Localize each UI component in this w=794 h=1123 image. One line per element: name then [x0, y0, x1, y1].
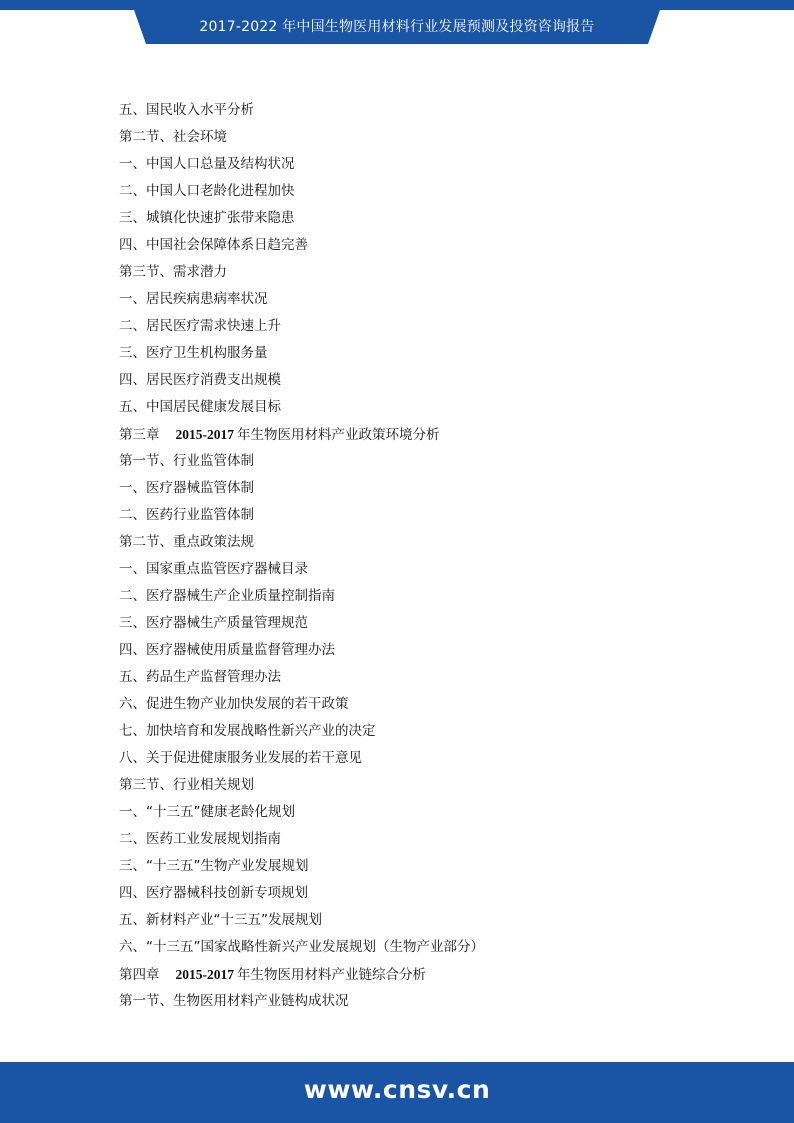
toc-entry[interactable]: 第二节、社会环境 [119, 129, 227, 145]
toc-entry[interactable]: 一、“十三五”健康老龄化规划 [119, 804, 295, 820]
toc-entry[interactable]: 四、居民医疗消费支出规模 [119, 372, 281, 388]
chapter-year-range: 2015-2017 [175, 427, 234, 442]
toc-entry[interactable]: 六、“十三五”国家战略性新兴产业发展规划（生物产业部分） [119, 939, 484, 955]
toc-entry[interactable]: 二、居民医疗需求快速上升 [119, 318, 281, 334]
table-of-contents [119, 97, 719, 1015]
toc-entry[interactable]: 三、医疗卫生机构服务量 [119, 345, 268, 361]
toc-entry[interactable]: 二、中国人口老龄化进程加快 [119, 183, 295, 199]
toc-entry[interactable]: 三、医疗器械生产质量管理规范 [119, 615, 308, 631]
toc-entry[interactable]: 六、促进生物产业加快发展的若干政策 [119, 696, 349, 712]
toc-entry[interactable]: 五、中国居民健康发展目标 [119, 399, 281, 415]
toc-entry[interactable]: 五、药品生产监督管理办法 [119, 669, 281, 685]
toc-entry[interactable] [119, 421, 719, 448]
toc-entry[interactable]: 五、新材料产业“十三五”发展规划 [119, 912, 322, 928]
toc-entry[interactable]: 五、国民收入水平分析 [119, 102, 254, 118]
report-title: 2017-2022 年中国生物医用材料行业发展预测及投资咨询报告 [199, 19, 595, 35]
toc-entry[interactable]: 第一节、生物医用材料产业链构成状况 [119, 993, 349, 1009]
toc-entry[interactable]: 二、医疗器械生产企业质量控制指南 [119, 588, 335, 604]
toc-entry[interactable]: 七、加快培育和发展战略性新兴产业的决定 [119, 723, 376, 739]
toc-entry[interactable]: 四、中国社会保障体系日趋完善 [119, 237, 308, 253]
header-banner [0, 0, 794, 44]
chapter-number: 第三章 [119, 427, 160, 443]
footer-banner [0, 1062, 794, 1123]
toc-entry[interactable]: 四、医疗器械使用质量监督管理办法 [119, 642, 335, 658]
chapter-year-range: 2015-2017 [175, 967, 234, 982]
toc-entry[interactable]: 一、中国人口总量及结构状况 [119, 156, 295, 172]
chapter-number: 第四章 [119, 967, 160, 983]
chapter-title: 年生物医用材料产业链综合分析 [237, 967, 426, 983]
toc-entry[interactable]: 三、“十三五”生物产业发展规划 [119, 858, 309, 874]
footer-website-url[interactable]: www.cnsv.cn [303, 1075, 491, 1104]
toc-entry[interactable]: 第三节、行业相关规划 [119, 777, 254, 793]
toc-entry[interactable]: 第三节、需求潜力 [119, 264, 227, 280]
toc-entry[interactable]: 四、医疗器械科技创新专项规划 [119, 885, 308, 901]
toc-entry[interactable]: 三、城镇化快速扩张带来隐患 [119, 210, 295, 226]
toc-entry[interactable]: 第二节、重点政策法规 [119, 534, 254, 550]
toc-entry[interactable]: 一、居民疾病患病率状况 [119, 291, 268, 307]
toc-entry[interactable]: 八、关于促进健康服务业发展的若干意见 [119, 750, 362, 766]
toc-entry[interactable]: 第一节、行业监管体制 [119, 453, 254, 469]
toc-entry[interactable]: 一、医疗器械监管体制 [119, 480, 254, 496]
toc-entry[interactable]: 二、医药行业监管体制 [119, 507, 254, 523]
chapter-title: 年生物医用材料产业政策环境分析 [237, 427, 440, 443]
toc-entry[interactable] [119, 961, 719, 988]
toc-entry[interactable]: 一、国家重点监管医疗器械目录 [119, 561, 308, 577]
toc-entry[interactable]: 二、医药工业发展规划指南 [119, 831, 281, 847]
